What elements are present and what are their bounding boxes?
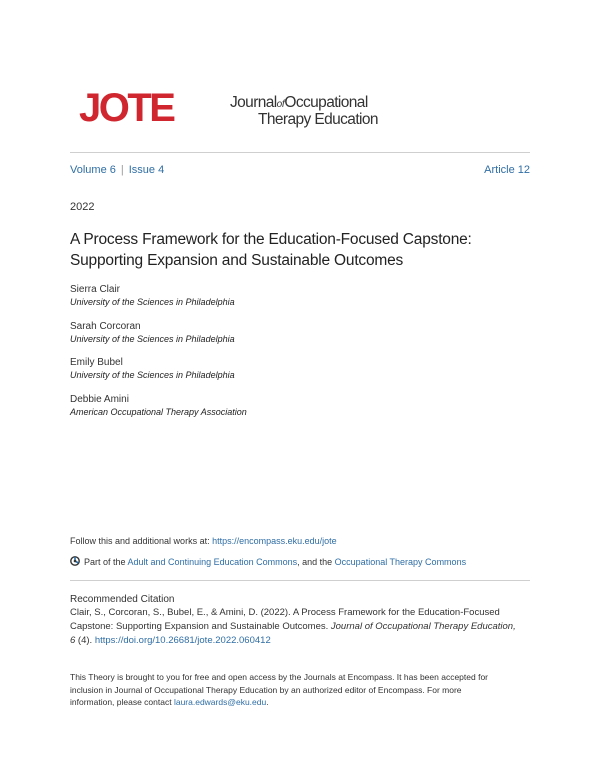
author-name: Debbie Amini — [70, 394, 129, 405]
occupational-therapy-commons-link[interactable]: Occupational Therapy Commons — [334, 557, 467, 567]
access-line2: inclusion in Journal of Occupational Therapy Education by an authorized editor of Encompass. For more — [70, 684, 462, 695]
author-affiliation: University of the Sciences in Philadelphia — [70, 370, 235, 380]
open-access-statement — [70, 671, 535, 709]
citation-line2: Capstone: Supporting Expansion and Sustainable Outcomes. — [70, 621, 331, 632]
author-name: Emily Bubel — [70, 357, 123, 368]
follow-link[interactable]: https://encompass.eku.edu/jote — [212, 536, 337, 546]
journal-name-part2: Occupational — [284, 94, 368, 111]
recommended-citation — [70, 606, 535, 648]
volume-link[interactable]: Volume 6 — [70, 164, 116, 176]
access-line1: This Theory is brought to you for free and open access by the Journals at Encompass. It has been accepted for — [70, 672, 488, 682]
adult-education-commons-link[interactable]: Adult and Continuing Education Commons — [127, 557, 298, 567]
article-title: A Process Framework for the Education-Focused Capstone: Supporting Expansion and Sustainable Outcomes — [70, 231, 472, 269]
article-link[interactable]: Article 12 — [484, 164, 530, 176]
journal-name-line2: Therapy Education — [258, 111, 378, 128]
middle-divider — [70, 580, 530, 581]
part-of-prefix: Part of the — [84, 557, 128, 567]
author-affiliation: University of the Sciences in Philadelphia — [70, 334, 235, 344]
access-line3-suffix: . — [266, 697, 269, 707]
author-name: Sarah Corcoran — [70, 321, 141, 332]
journal-name-part1: Journal — [230, 94, 277, 111]
issue-separator: | — [120, 164, 124, 176]
part-of-middle: , and the — [297, 557, 335, 567]
issue-link[interactable]: Issue 4 — [128, 164, 165, 176]
jote-logo: JOTE — [79, 86, 174, 130]
citation-journal: Journal of Occupational Therapy Education, — [330, 621, 516, 632]
citation-volume: 6 — [70, 635, 76, 646]
author-affiliation: American Occupational Therapy Association — [70, 407, 247, 417]
author-name: Sierra Clair — [70, 284, 121, 295]
recommended-citation-heading: Recommended Citation — [70, 594, 175, 605]
follow-text: Follow this and additional works at: — [70, 536, 213, 546]
citation-line1: Clair, S., Corcoran, S., Bubel, E., & Amini, D. (2022). A Process Framework for the Education-Focused — [70, 607, 500, 618]
doi-link[interactable]: https://doi.org/10.26681/jote.2022.060412 — [94, 635, 271, 646]
follow-line — [70, 535, 337, 548]
author-block — [70, 283, 235, 309]
part-of-line — [70, 556, 466, 569]
network-icon — [70, 556, 80, 566]
author-affiliation: University of the Sciences in Philadelphia — [70, 297, 235, 307]
citation-issue: (4). — [75, 635, 95, 646]
journal-name-logo — [230, 95, 430, 127]
author-block — [70, 393, 247, 419]
author-block — [70, 320, 235, 346]
author-block — [70, 356, 235, 382]
contact-email-link[interactable]: laura.edwards@eku.edu — [173, 697, 267, 707]
journal-name-of: of — [276, 99, 285, 110]
publication-year: 2022 — [70, 201, 95, 213]
top-divider — [70, 152, 530, 153]
access-line3: information, please contact — [70, 697, 174, 707]
issue-line — [70, 164, 530, 176]
